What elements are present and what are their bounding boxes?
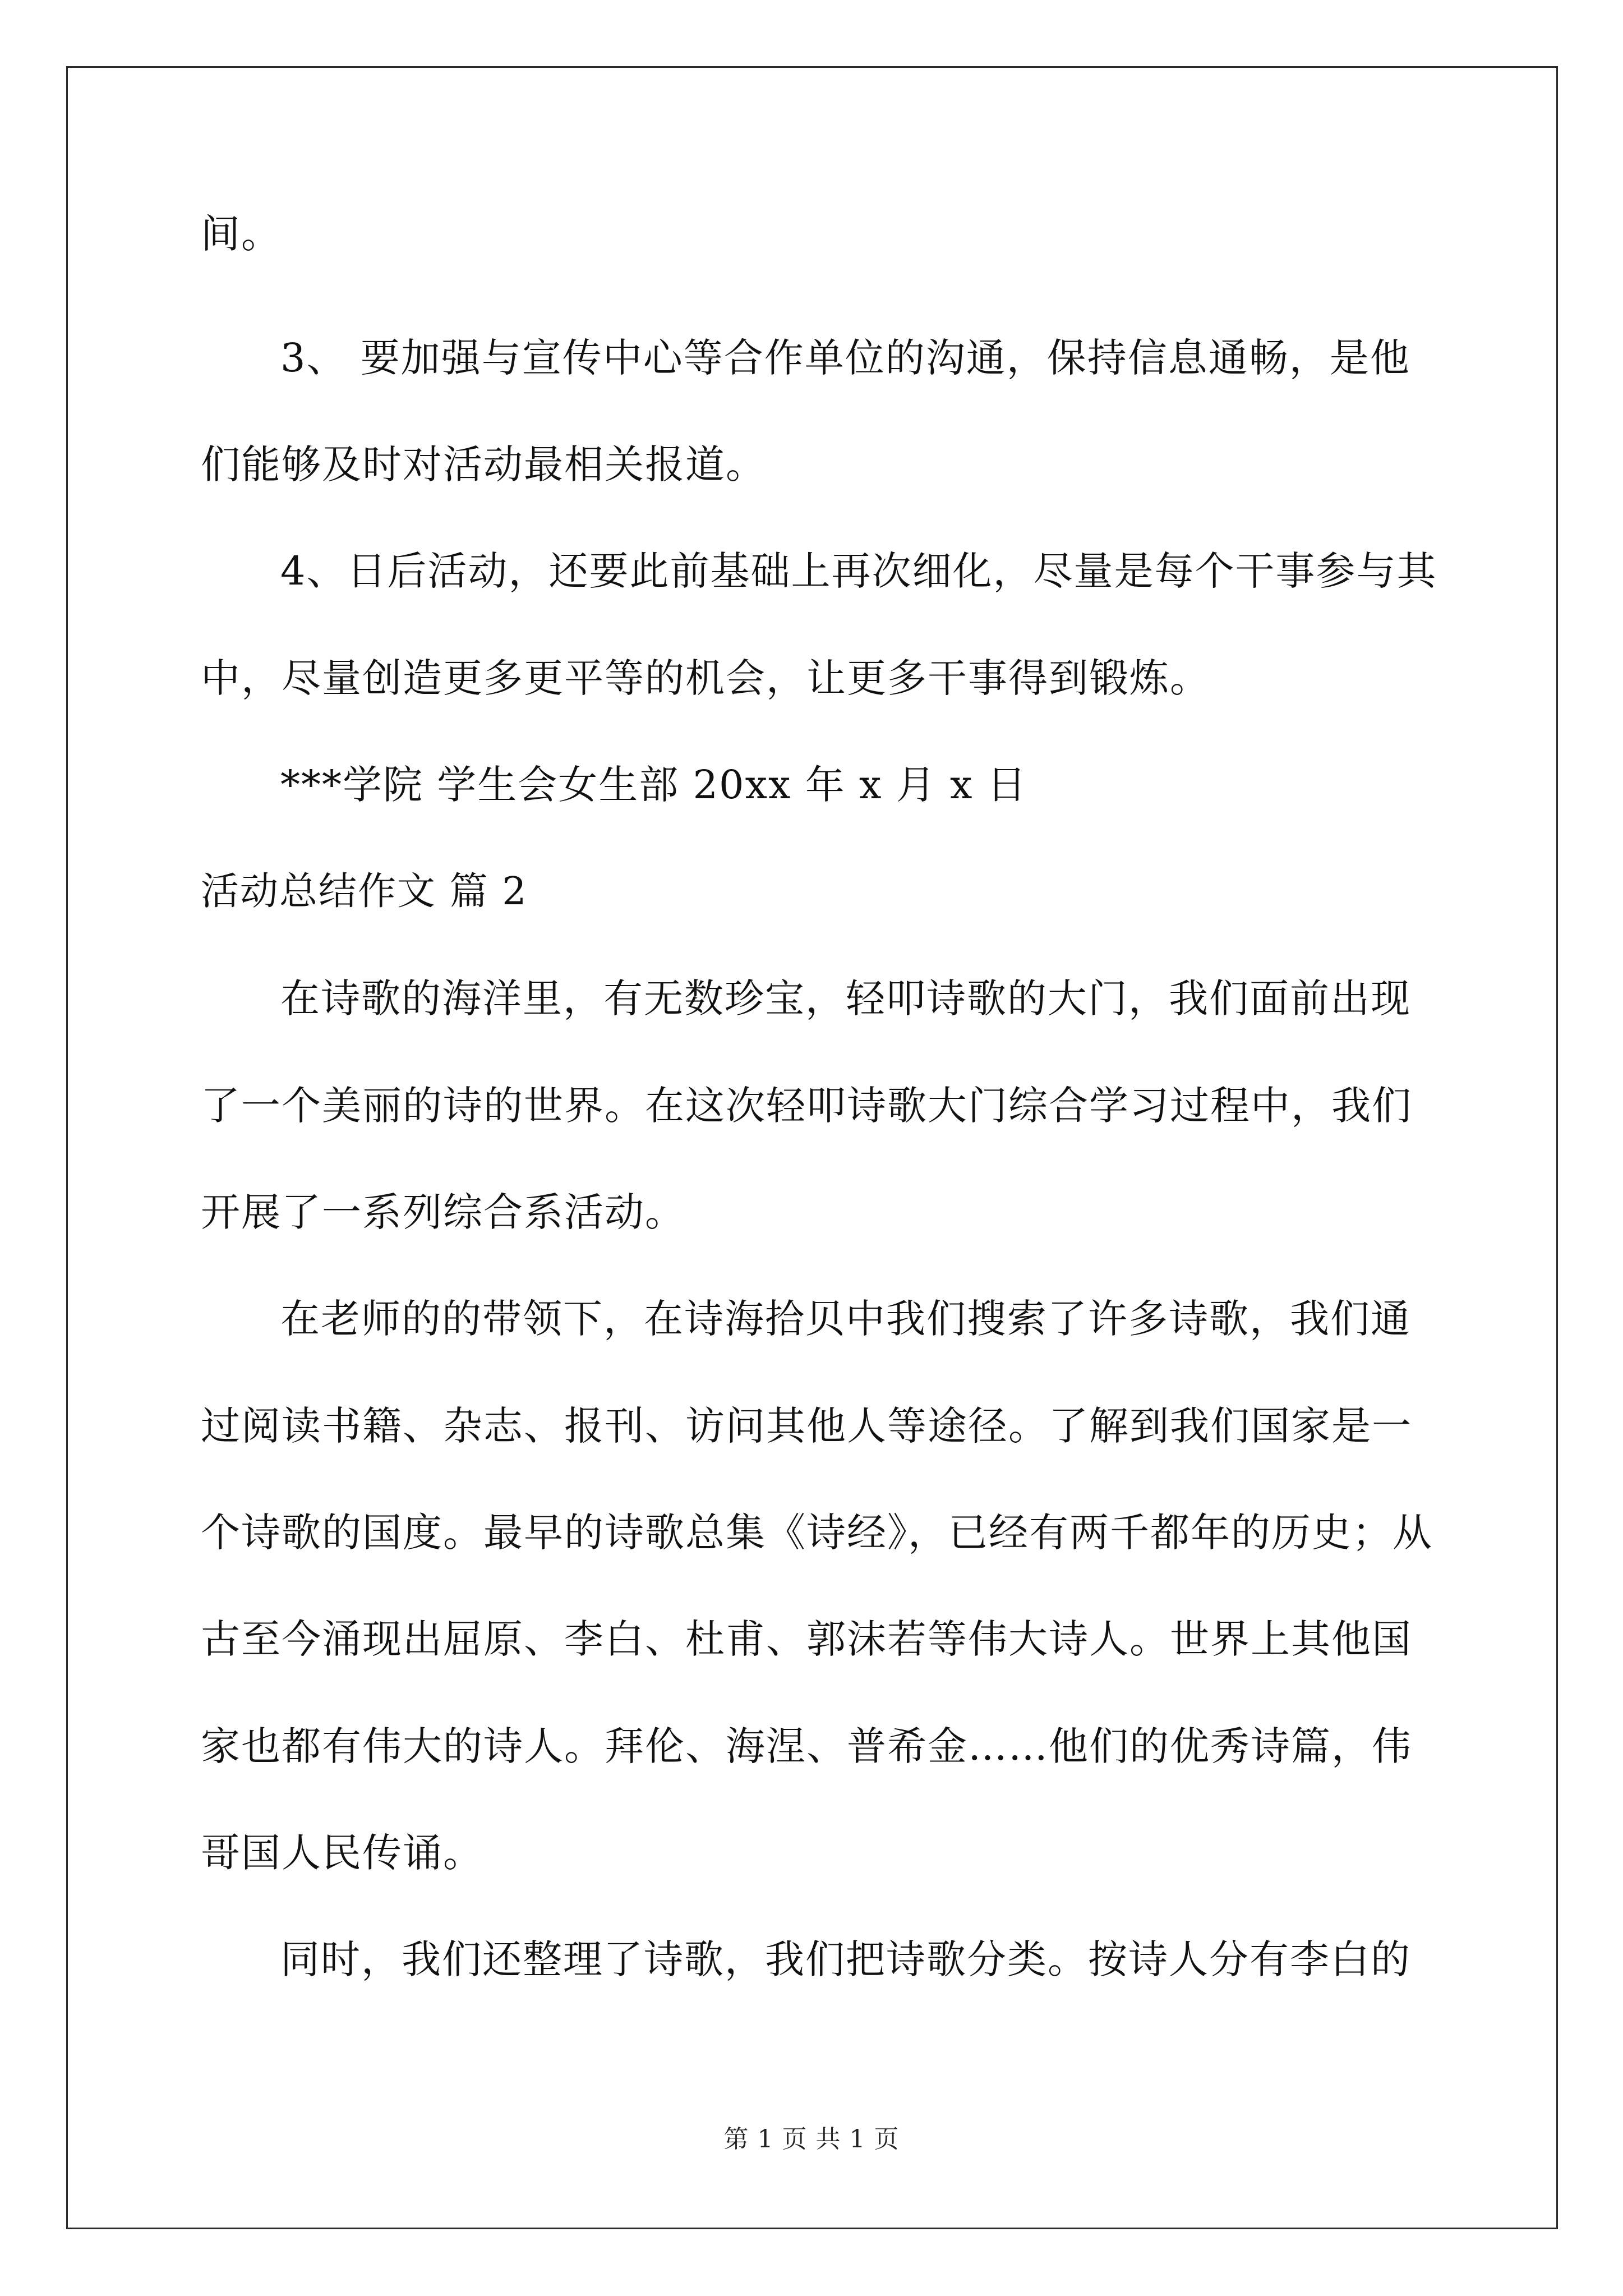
text-line: 中，尽量创造更多更平等的机会，让更多干事得到锻炼。 (201, 655, 1210, 701)
page-border (66, 66, 1558, 2229)
text-line: 个诗歌的国度。最早的诗歌总集《诗经》，已经有两千都年的历史；从 (201, 1510, 1433, 1556)
section-heading: 活动总结作文 篇 2 (201, 869, 528, 914)
signature-line: ***学院 学生会女生部 20xx 年 x 月 x 日 (280, 762, 1027, 808)
page-footer: 第 1 页 共 1 页 (723, 2125, 900, 2154)
text-line: 家也都有伟大的诗人。拜伦、海涅、普希金……他们的优秀诗篇，伟 (201, 1723, 1412, 1769)
text-line: 在老师的的带领下，在诗海拾贝中我们搜索了许多诗歌，我们通 (280, 1296, 1411, 1342)
text-line: 过阅读书籍、杂志、报刊、访问其他人等途径。了解到我们国家是一 (201, 1403, 1412, 1449)
text-line: 间。 (201, 211, 282, 257)
text-line: 们能够及时对活动最相关报道。 (201, 441, 766, 487)
text-line: 开展了一系列综合系活动。 (201, 1189, 685, 1235)
text-line: 古至今涌现出屈原、李白、杜甫、郭沫若等伟大诗人。世界上其他国 (201, 1616, 1412, 1662)
text-line: 了一个美丽的诗的世界。在这次轻叩诗歌大门综合学习过程中，我们 (201, 1083, 1412, 1129)
text-line: 在诗歌的海洋里，有无数珍宝，轻叩诗歌的大门，我们面前出现 (280, 976, 1411, 1022)
text-line: 哥国人民传诵。 (201, 1830, 483, 1876)
text-line: 4、日后活动，还要此前基础上再次细化，尽量是每个干事参与其 (280, 548, 1437, 594)
text-line: 同时，我们还整理了诗歌，我们把诗歌分类。按诗人分有李白的 (280, 1936, 1411, 1982)
text-line: 3、 要加强与宣传中心等合作单位的沟通，保持信息通畅，是他 (280, 335, 1410, 381)
